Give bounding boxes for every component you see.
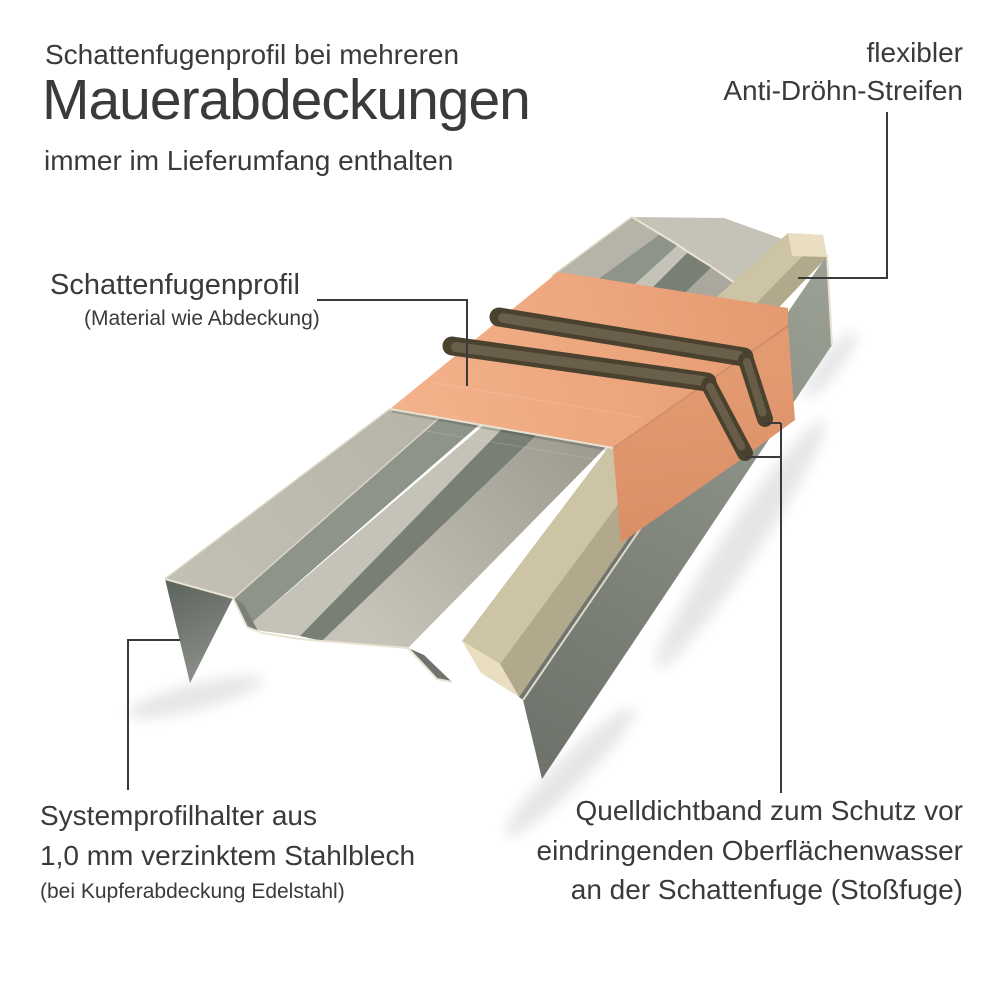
headline-main: Mauerabdeckungen [42,68,530,132]
callout-quelldichtband-line3: an der Schattenfuge (Stoßfuge) [570,874,963,905]
callout-anti-droehn-line2: Anti-Dröhn-Streifen [723,75,963,106]
headline-top: Schattenfugenprofil bei mehreren [45,39,460,70]
callout-schattenfugenprofil-line1: Schattenfugenprofil [50,269,300,301]
headline-sub: immer im Lieferumfang enthalten [44,145,454,176]
callout-schattenfugenprofil-line2: (Material wie Abdeckung) [84,307,320,330]
callout-systemprofilhalter-line1: Systemprofilhalter aus [40,800,318,831]
callout-quelldichtband-line2: eindringenden Oberflächenwasser [536,835,963,866]
callout-quelldichtband-line1: Quelldichtband zum Schutz vor [575,795,963,826]
callout-systemprofilhalter-line3: (bei Kupferabdeckung Edelstahl) [40,880,345,903]
callout-systemprofilhalter-line2: 1,0 mm verzinktem Stahlblech [40,840,416,871]
callout-anti-droehn-line1: flexibler [866,37,963,68]
